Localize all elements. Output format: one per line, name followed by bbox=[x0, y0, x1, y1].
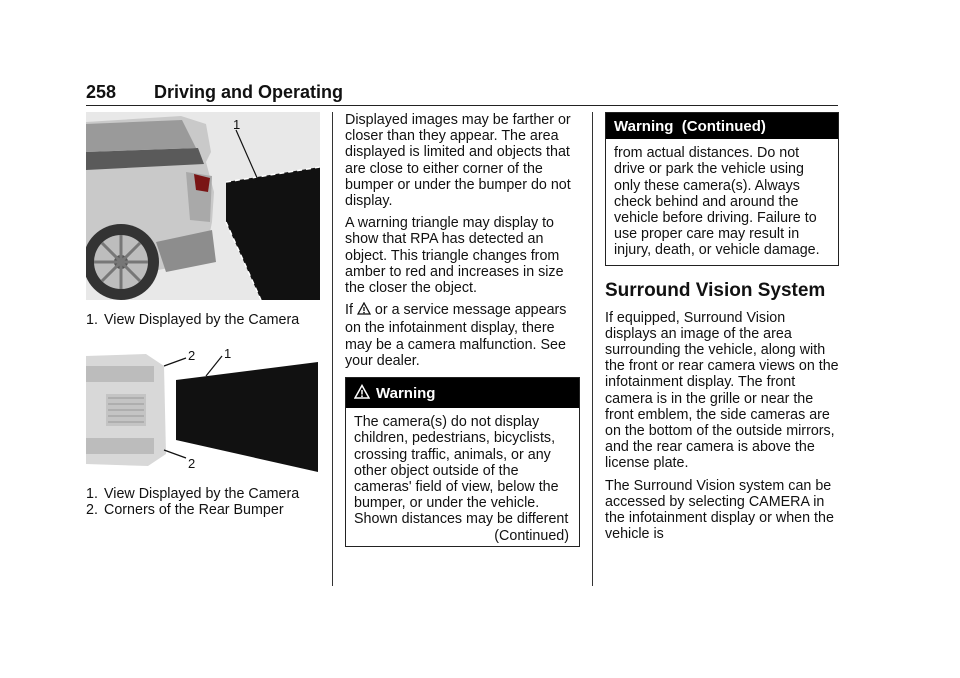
warning-continued-title: Warning (Continued) bbox=[614, 118, 766, 135]
caption-text: View Displayed by the Camera bbox=[104, 312, 300, 328]
warning-continued-box bbox=[605, 112, 839, 266]
warning-continued-text: from actual distances. Do not drive or park the vehicle using only these camera(s). Always check behind and around the vehicle before driving. Failure to use proper care may result in injury, death, or vehicle damage. bbox=[614, 145, 820, 259]
column-1 bbox=[86, 112, 320, 519]
camera-malfunction-icon bbox=[357, 302, 371, 320]
paragraph-surround-vision-intro: If equipped, Surround Vision displays an image of the area surrounding the vehicle, along with the front or rear camera views on the infotainment display. The front camera is in the grille or near the front emblem, the side cameras are on the bottom of the outside mirrors, and the rear camera is above the license plate. bbox=[605, 309, 839, 472]
figure-2-caption-item-2 bbox=[86, 502, 320, 518]
column-2 bbox=[345, 112, 580, 547]
paragraph-surround-vision-access: The Surround Vision system can be accessed by selecting CAMERA in the infotainment display or when the vehicle is bbox=[605, 477, 834, 543]
warning-triangle-icon bbox=[354, 384, 370, 404]
figure-1-caption bbox=[86, 312, 320, 328]
caption-text: Corners of the Rear Bumper bbox=[104, 502, 284, 519]
warning-box bbox=[345, 377, 580, 547]
figure-2-caption bbox=[86, 486, 320, 518]
paragraph-display-limits: Displayed images may be farther or closer than they appear. The area displayed is limited and objects that are close to either corner of the bumper or under the bumper do not display. bbox=[345, 112, 571, 210]
figure-2-callout-2-top: 2 bbox=[188, 348, 196, 364]
warning-continued-body bbox=[606, 139, 838, 264]
figure-2-callout-2-bottom: 2 bbox=[188, 456, 196, 472]
page-title: Driving and Operating bbox=[154, 82, 344, 102]
caption-number: 1. bbox=[86, 486, 98, 503]
caption-number: 2. bbox=[86, 502, 98, 519]
warning-body bbox=[346, 408, 579, 546]
figure-1-callout-1: 1 bbox=[233, 117, 241, 132]
figure-1-caption-item bbox=[86, 312, 320, 328]
column-divider-left bbox=[332, 112, 333, 586]
warning-title: Warning bbox=[376, 385, 436, 403]
warning-header bbox=[346, 378, 579, 408]
caption-number: 1. bbox=[86, 312, 98, 328]
caption-text: View Displayed by the Camera bbox=[104, 486, 300, 503]
malfunction-text: or a service message appears on the infotainment display, there may be a camera malfunction. See your dealer. bbox=[345, 302, 567, 369]
section-title: Surround Vision System bbox=[605, 279, 826, 301]
column-3 bbox=[605, 112, 839, 548]
column-divider-right bbox=[592, 112, 593, 586]
rear-camera-side-view-illustration bbox=[86, 112, 320, 300]
continued-label: (Continued) bbox=[494, 527, 569, 544]
warning-continued-header bbox=[606, 113, 838, 139]
rear-camera-top-view-illustration bbox=[86, 346, 320, 474]
figure-2-callout-1: 1 bbox=[224, 346, 232, 362]
page-number: 258 bbox=[86, 82, 117, 102]
if-text: If bbox=[345, 302, 353, 319]
figure-2-caption-item-1 bbox=[86, 486, 320, 502]
paragraph-camera-malfunction bbox=[345, 302, 580, 369]
paragraph-warning-triangle: A warning triangle may display to show that RPA has detected an object. This triangle changes from amber to red and increases in size the closer the object. bbox=[345, 215, 564, 297]
page-header bbox=[86, 82, 838, 106]
warning-text: The camera(s) do not display children, pedestrians, bicyclists, crossing traffic, animals, or any other object outside of the cameras' field of view, below the bumper, or under the vehicle. Shown distances may be different bbox=[354, 414, 569, 528]
